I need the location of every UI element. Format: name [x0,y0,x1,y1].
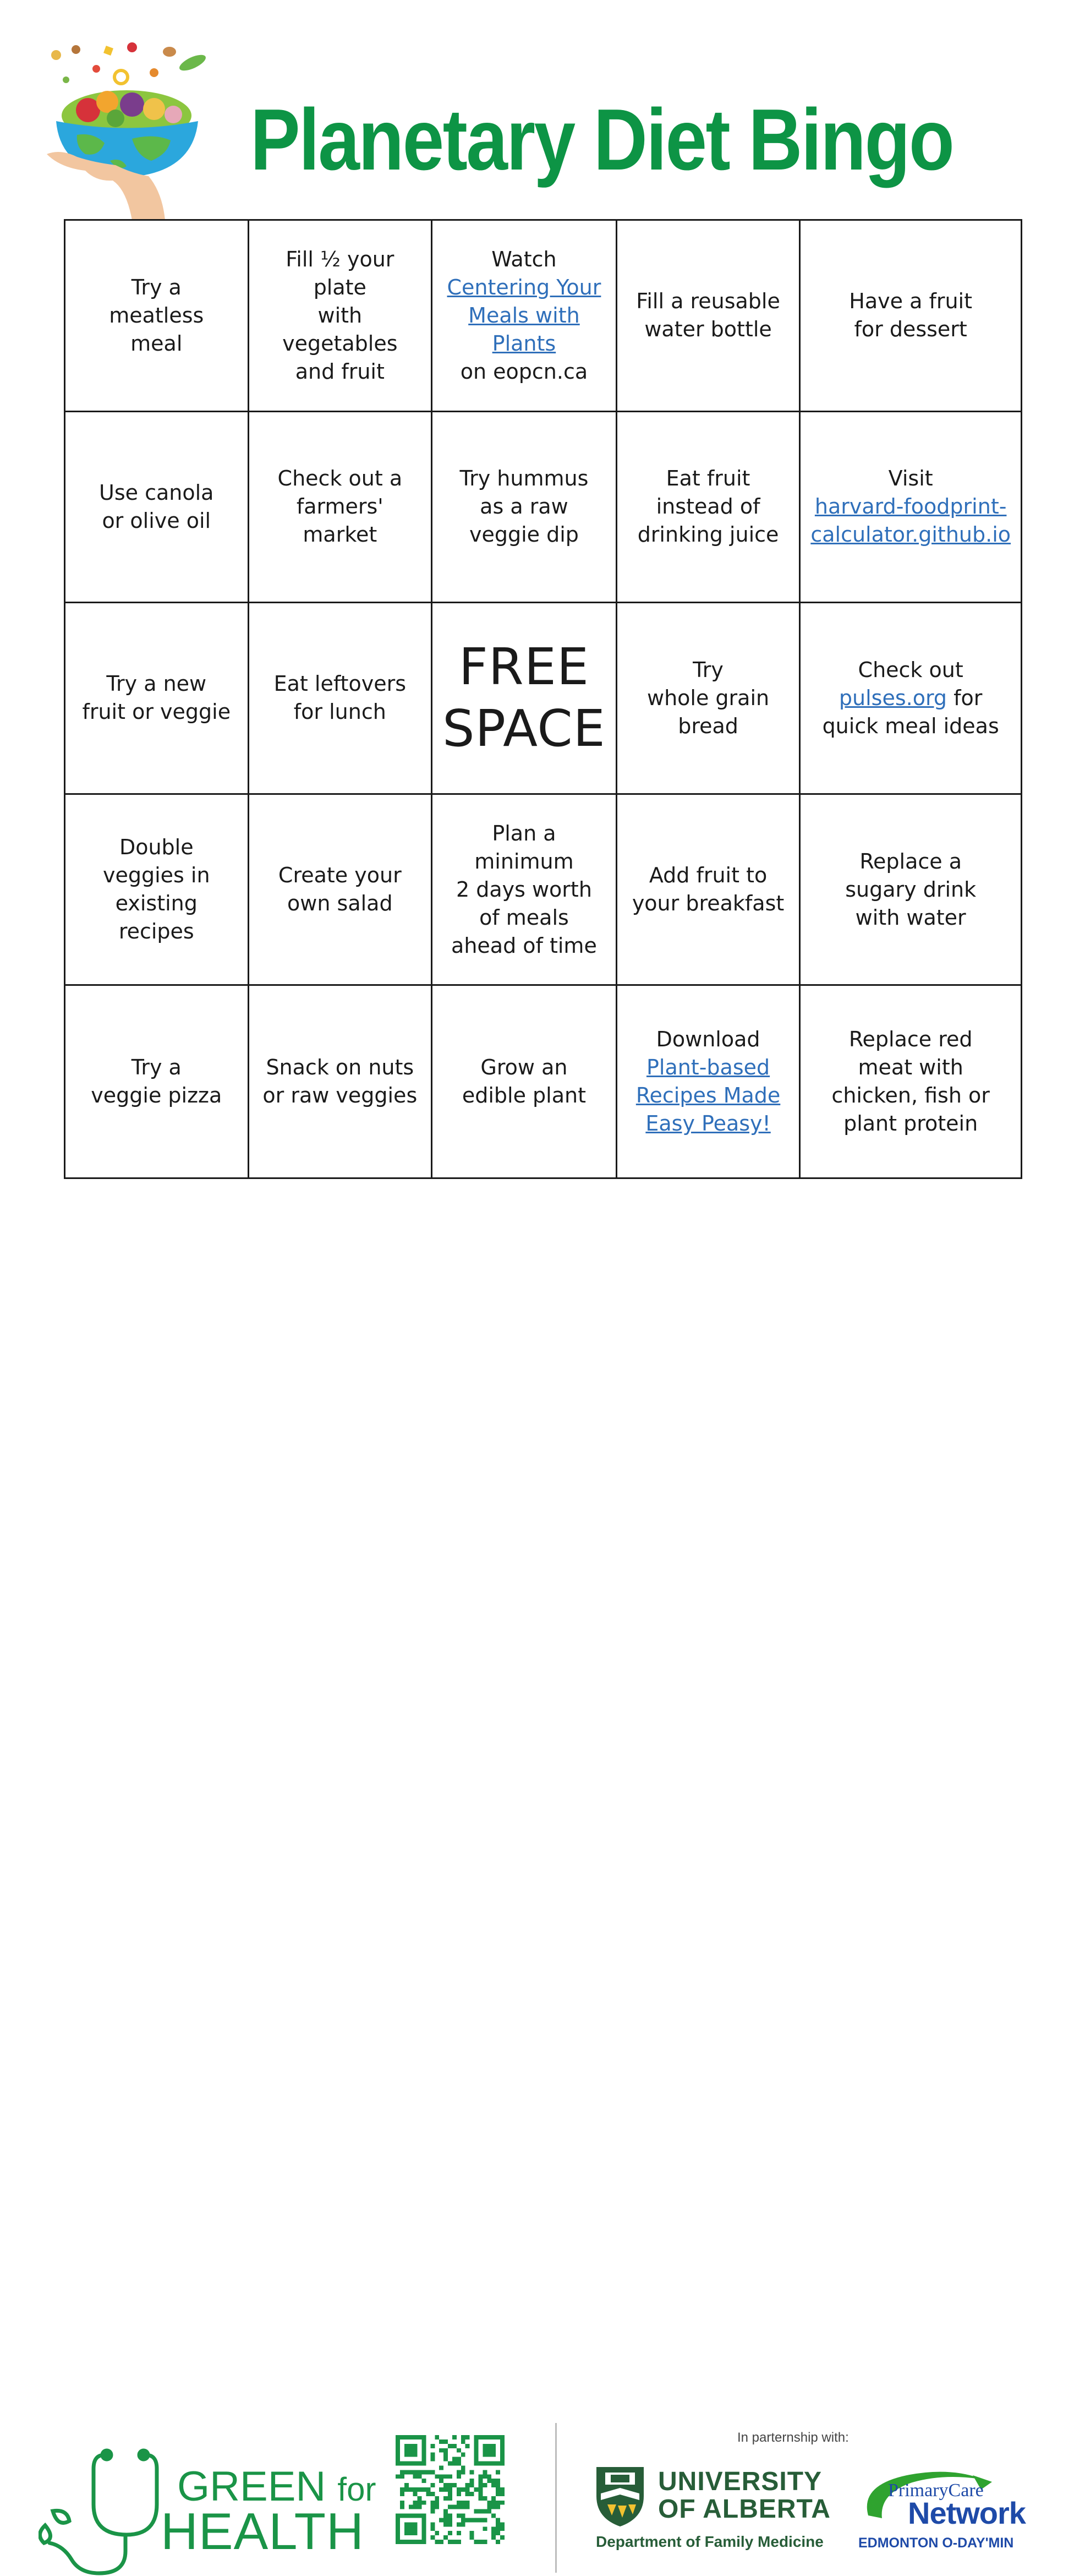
cell-text [810,465,1011,549]
cell-line: Fill ½ your plate [286,247,394,299]
cell-text [632,861,784,918]
cell-line: Try a [131,275,182,299]
cell-text [274,670,406,726]
bingo-cell [65,412,249,604]
cell-line: Have a fruit [849,289,973,314]
cell-text [259,465,421,549]
bingo-cell[interactable] [432,221,617,412]
bingo-cell [801,795,1021,986]
bingo-cell[interactable] [617,986,801,1177]
header [0,0,1085,220]
bingo-cell [801,221,1021,412]
cell-line: and fruit [295,359,385,384]
bingo-cell [249,603,433,795]
cell-line: Try hummus [459,466,589,491]
cell-line: plant protein [843,1111,978,1136]
bingo-cell [65,795,249,986]
cell-line: bread [678,713,738,738]
cell-link[interactable]: harvard-foodprint- [814,494,1007,519]
food-bowl-earth-icon [44,39,209,220]
cell-line: Create your [278,863,402,888]
bingo-cell[interactable] [801,412,1021,604]
cell-line: FREE [458,637,589,697]
university-shield-icon [595,2466,645,2528]
cell-line: veggies in [102,863,210,888]
cell-line: Try [693,657,724,682]
cell-link[interactable]: calculator.github.io [810,522,1011,547]
cell-text [99,479,213,535]
bingo-cell [65,986,249,1177]
cell-text [823,656,999,740]
bingo-cell [249,986,433,1177]
bingo-cell [432,795,617,986]
cell-line: Replace a [859,849,962,874]
cell-line: of meals [479,905,569,930]
cell-line: Plan a minimum [474,821,574,874]
cell-line: Eat leftovers [273,672,406,696]
cell-line: veggie pizza [91,1083,222,1108]
bingo-cell [249,412,433,604]
bingo-cell [617,221,801,412]
ua-line-1: UNIVERSITY [658,2467,823,2496]
cell-line: for dessert [854,317,967,342]
cell-line: Use canola [99,480,214,505]
cell-text [442,245,606,386]
pcn-care-word: Care [948,2480,984,2501]
cell-line: Try a [131,1055,182,1080]
cell-text [647,656,769,740]
bingo-cell [432,412,617,604]
cell-line: for lunch [293,700,386,724]
bingo-cell [801,986,1021,1177]
cell-line: ahead of time [451,933,597,958]
cell-line: with vegetables [282,303,398,356]
cell-line: water bottle [644,317,772,342]
cell-line: fruit or veggie [82,700,231,724]
bingo-cell [65,221,249,412]
cell-line: meat with [858,1055,963,1080]
cell-line: sugary drink [845,877,977,902]
cell-line: or raw veggies [262,1083,418,1108]
pcn-subtitle: EDMONTON O-DAY'MIN [858,2535,1014,2551]
cell-line: or olive oil [102,508,211,533]
page-title: Planetary Diet Bingo [250,91,954,188]
cell-text [262,1054,417,1110]
cell-link[interactable]: Easy Peasy! [645,1111,771,1136]
green-for-label [177,2463,376,2510]
cell-line: with water [855,905,966,930]
cell-line: Fill a reusable [636,289,780,314]
bingo-cell [432,986,617,1177]
bingo-cell [249,795,433,986]
cell-line-tail: for [947,685,983,710]
cell-line: chicken, fish or [831,1083,990,1108]
free-space-label [442,636,606,760]
footer-divider [555,2423,557,2573]
cell-line: SPACE [442,699,606,758]
bingo-cell [617,603,801,795]
cell-line: Download [656,1027,760,1052]
cell-line: quick meal ideas [822,713,999,738]
cell-line: Add fruit to [649,863,768,888]
cell-text [849,287,972,343]
cell-line: Check out [858,657,963,682]
cell-line: own salad [287,891,393,916]
cell-link[interactable]: Recipes Made [635,1083,781,1108]
cell-text [91,1054,222,1110]
stethoscope-leaf-icon [39,2438,171,2576]
cell-text [278,861,402,918]
footer [0,1200,1085,2560]
cell-line: Double [119,835,194,860]
cell-line: edible plant [462,1083,587,1108]
cell-line: Visit [888,466,933,491]
bingo-cell[interactable] [801,603,1021,795]
qr-code-icon[interactable] [392,2435,508,2544]
cell-text [82,670,231,726]
cell-line: existing recipes [115,891,198,944]
cell-line: whole grain [647,685,770,710]
cell-text [259,245,421,386]
cell-line: drinking juice [637,522,779,547]
cell-text [636,1025,780,1138]
cell-link[interactable]: pulses.org [839,685,947,710]
cell-line: Eat fruit [666,466,750,491]
cell-text [459,465,588,549]
bingo-cell [617,412,801,604]
for-word: for [337,2471,376,2508]
cell-line: Watch [491,247,557,271]
health-word: HEALTH [161,2502,364,2560]
cell-text [462,1054,586,1110]
cell-text [442,820,606,960]
cell-line: meatless [109,303,204,328]
cell-line: Try a new [106,672,207,696]
cell-line: Grow an [480,1055,568,1080]
pcn-primary-word: Primary [888,2480,949,2501]
cell-link[interactable]: Centering Your [447,275,601,299]
bingo-cell [617,795,801,986]
cell-line [823,684,999,712]
cell-text [845,848,976,932]
bingo-cell [432,603,617,795]
cell-text [109,274,204,358]
bingo-cell [65,603,249,795]
bingo-grid [64,219,1022,1179]
cell-line: 2 days worth [456,877,592,902]
ua-line-2: OF ALBERTA [658,2495,831,2524]
ua-department: Department of Family Medicine [596,2533,824,2550]
cell-line: on eopcn.ca [460,359,588,384]
partnership-label: In parternship with: [737,2430,849,2445]
cell-line: Check out a [277,466,403,491]
bingo-cell [249,221,433,412]
cell-line: as a raw [480,494,568,519]
pcn-network-word: Network [908,2496,1026,2530]
cell-line: Snack on nuts [266,1055,414,1080]
cell-text [636,287,780,343]
cell-line: farmers' market [296,494,383,547]
cell-text [831,1025,989,1138]
cell-text [75,833,238,946]
cell-line: meal [130,331,183,356]
cell-line: veggie dip [469,522,579,547]
cell-line: your breakfast [632,891,785,916]
cell-line: instead of [656,494,760,519]
cell-line: Replace red [848,1027,973,1052]
university-name [658,2468,831,2523]
cell-link[interactable]: Meals with Plants [468,303,580,356]
cell-text [638,465,779,549]
green-word: GREEN [177,2463,326,2510]
cell-link[interactable]: Plant-based [646,1055,770,1080]
